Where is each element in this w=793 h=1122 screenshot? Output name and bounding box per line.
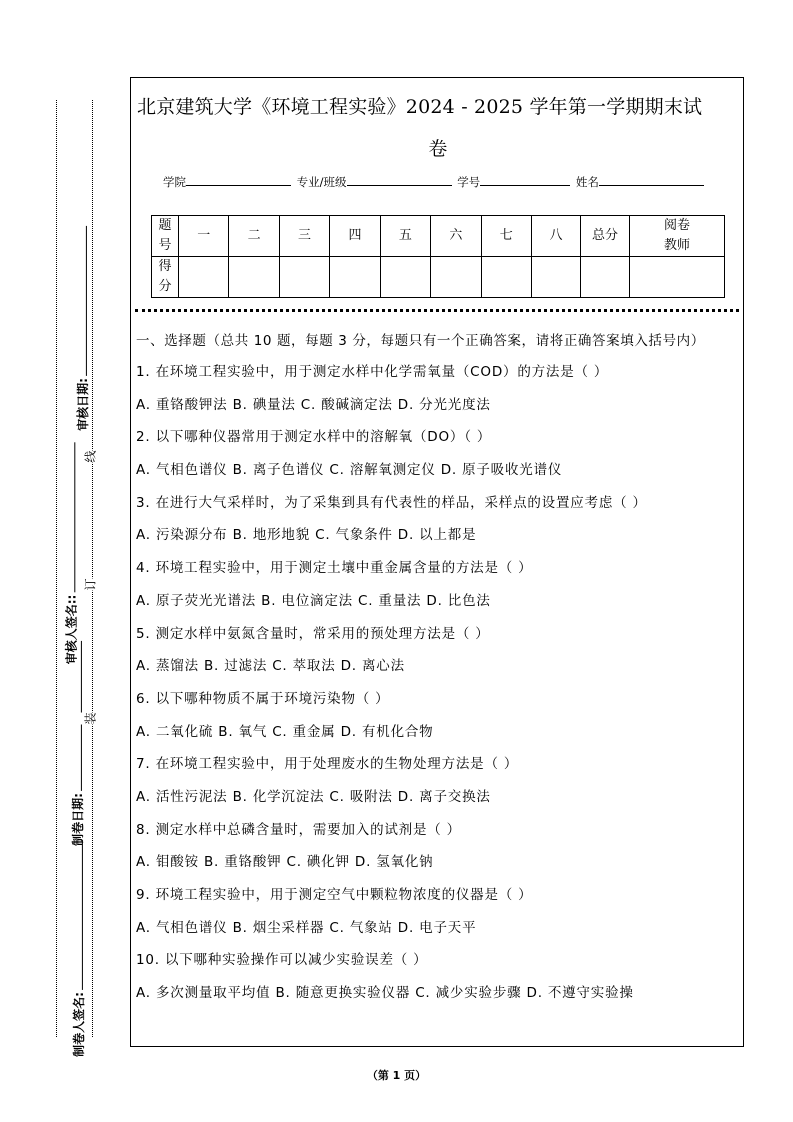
question-text: 10. 以下哪种实验操作可以减少实验误差（ ） — [136, 952, 428, 969]
answer-options: A. 重铬酸钾法 B. 碘量法 C. 酸碱滴定法 D. 分光光度法 — [136, 396, 491, 413]
exam-title-line2: 卷 — [428, 138, 448, 160]
binding-mark-line: 线 — [80, 450, 101, 462]
score-cell-grader[interactable] — [630, 257, 725, 298]
field-student-id-blank[interactable] — [480, 175, 570, 186]
score-cell[interactable] — [532, 257, 581, 298]
paper-maker-signature-label: 制卷人签名: — [70, 840, 87, 1057]
score-cell[interactable] — [380, 257, 430, 298]
question-text: 6. 以下哪种物质不属于环境污染物（ ） — [136, 690, 390, 707]
question-text: 5. 测定水样中氨氮含量时，常采用的预处理方法是（ ） — [136, 625, 490, 642]
page-number: （第 1 页） — [366, 1069, 427, 1082]
score-col-header: 二 — [229, 216, 279, 257]
score-cell[interactable] — [229, 257, 279, 298]
question-text: 4. 环境工程实验中，用于测定土壤中重金属含量的方法是（ ） — [136, 560, 533, 577]
score-col-header-total: 总分 — [581, 216, 630, 257]
review-date-label: 审核日期: — [74, 226, 91, 431]
field-label-college: 学院 — [163, 175, 186, 189]
paper-date-label: 制卷日期: — [69, 641, 86, 846]
field-major-class-blank[interactable] — [347, 175, 452, 186]
score-cell[interactable] — [279, 257, 329, 298]
field-label-student-id: 学号 — [457, 175, 481, 189]
score-table-header-row — [152, 216, 725, 257]
question-text: 1. 在环境工程实验中，用于测定水样中化学需氧量（COD）的方法是（ ） — [136, 364, 609, 380]
score-col-header: 五 — [380, 216, 430, 257]
answer-options: A. 气相色谱仪 B. 烟尘采样器 C. 气象站 D. 电子天平 — [136, 919, 477, 936]
binding-line-outer — [56, 100, 57, 1037]
question-text: 8. 测定水样中总磷含量时，需要加入的试剂是（ ） — [136, 821, 461, 838]
score-col-header-grader: 阅卷 教师 — [630, 216, 725, 257]
answer-options: A. 蒸馏法 B. 过滤法 C. 萃取法 D. 离心法 — [136, 658, 405, 675]
binding-mark-install: 装 — [80, 712, 101, 724]
field-college-blank[interactable] — [186, 175, 291, 186]
score-table-row-label: 得 分 — [152, 257, 179, 298]
exam-title-line1: 北京建筑大学《环境工程实验》2024 - 2025 学年第一学期期末试 — [137, 96, 703, 118]
score-cell[interactable] — [431, 257, 481, 298]
dotted-divider — [135, 309, 739, 312]
question-text: 3. 在进行大气采样时，为了采集到具有代表性的样品，采样点的设置应考虑（ ） — [136, 494, 647, 511]
score-table-score-row — [152, 257, 725, 298]
question-text: 2. 以下哪种仪器常用于测定水样中的溶解氧（DO）（ ） — [136, 429, 492, 446]
score-col-header: 七 — [481, 216, 531, 257]
field-label-name: 姓名 — [575, 175, 599, 189]
score-cell[interactable] — [330, 257, 380, 298]
score-col-header: 三 — [279, 216, 329, 257]
score-cell[interactable] — [481, 257, 531, 298]
score-col-header: 八 — [532, 216, 581, 257]
exam-title — [137, 86, 739, 170]
score-table-row-label: 题 号 — [152, 216, 179, 257]
score-cell[interactable] — [179, 257, 229, 298]
question-text: 7. 在环境工程实验中，用于处理废水的生物处理方法是（ ） — [136, 756, 519, 773]
student-info-row — [163, 174, 706, 190]
question-area — [136, 330, 739, 1010]
score-cell-total[interactable] — [581, 257, 630, 298]
binding-mark-bind: 订 — [80, 578, 101, 590]
answer-options: A. 钼酸铵 B. 重铬酸钾 C. 碘化钾 D. 氢氧化钠 — [136, 854, 434, 871]
field-label-major-class: 专业/班级 — [296, 175, 347, 189]
score-table — [151, 215, 725, 298]
exam-frame — [130, 77, 744, 1047]
reviewer-signature-label: 审核人签名:: — [62, 443, 79, 665]
answer-options: A. 二氧化硫 B. 氧气 C. 重金属 D. 有机化合物 — [136, 723, 434, 740]
answer-options: A. 原子荧光光谱法 B. 电位滴定法 C. 重量法 D. 比色法 — [136, 592, 491, 609]
answer-options: A. 多次测量取平均值 B. 随意更换实验仪器 C. 减少实验步骤 D. 不遵守实验操 — [136, 985, 634, 1002]
answer-options: A. 气相色谱仪 B. 离子色谱仪 C. 溶解氧测定仪 D. 原子吸收光谱仪 — [136, 462, 563, 479]
section-heading: 一、选择题（总共 10 题，每题 3 分，每题只有一个正确答案，请将正确答案填入括号内） — [136, 333, 705, 349]
question-text: 9. 环境工程实验中，用于测定空气中颗粒物浓度的仪器是（ ） — [136, 887, 533, 903]
answer-options: A. 活性污泥法 B. 化学沉淀法 C. 吸附法 D. 离子交换法 — [136, 788, 491, 805]
answer-options: A. 污染源分布 B. 地形地貌 C. 气象条件 D. 以上都是 — [136, 527, 477, 544]
field-name-blank[interactable] — [599, 175, 704, 186]
score-col-header: 一 — [179, 216, 229, 257]
score-col-header: 六 — [431, 216, 481, 257]
score-col-header: 四 — [330, 216, 380, 257]
binding-line-inner — [92, 100, 93, 1037]
